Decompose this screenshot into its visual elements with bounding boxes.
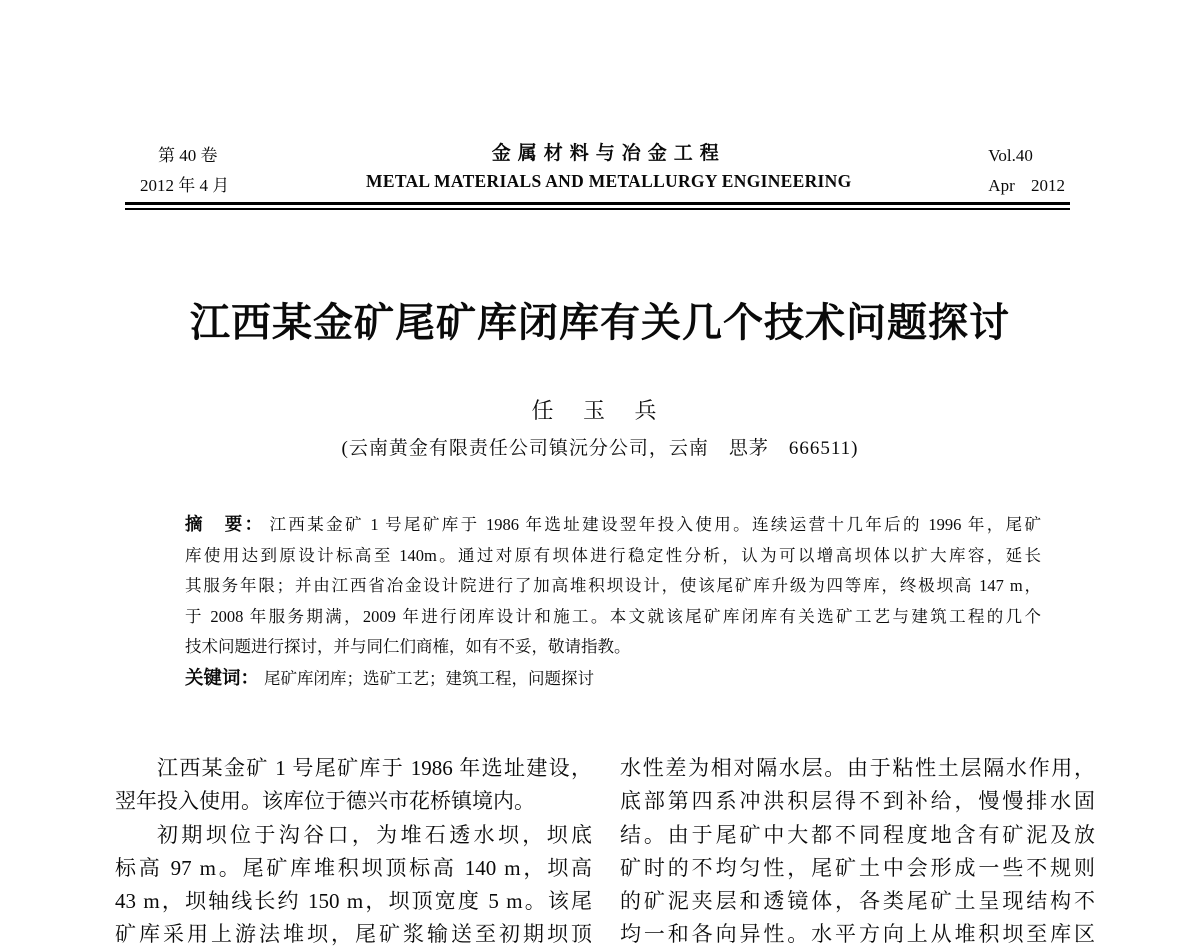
abstract-label: 摘 要： bbox=[185, 514, 265, 534]
body-line: 矿时的不均匀性，尾矿土中会形成一些不规则 bbox=[620, 855, 1095, 880]
article-author: 任 玉 兵 bbox=[531, 398, 669, 423]
abstract-line: 库使用达到原设计标高至 140m。通过对原有坝体进行稳定性分析，认为可以增高坝体以扩大库容，延长 bbox=[185, 545, 1041, 565]
keywords-label: 关键词： bbox=[185, 666, 260, 688]
abstract-line: 其服务年限；并由江西省冶金设计院进行了加高堆积坝设计，使该尾矿库升级为四等库，终极坝高 147 m， bbox=[185, 576, 1041, 596]
body-line: 江西某金矿 1 号尾矿库于 1986 年选址建设， bbox=[157, 756, 592, 780]
abstract-line: 技术问题进行探讨，并与同仁们商榷，如有不妥，敬请指教。 bbox=[185, 637, 631, 657]
body-line: 底部第四系冲洪积层得不到补给，慢慢排水固 bbox=[620, 789, 1095, 814]
body-line: 结。由于尾矿中大都不同程度地含有矿泥及放 bbox=[620, 822, 1095, 847]
body-line: 标高 97 m。尾矿库堆积坝顶标高 140 m，坝高 bbox=[115, 855, 592, 880]
body-line: 的矿泥夹层和透镜体，各类尾矿土呈现结构不 bbox=[620, 889, 1095, 914]
body-line: 翌年投入使用。该库位于德兴市花桥镇境内。 bbox=[115, 789, 535, 814]
journal-date-en: Apr 2012 bbox=[988, 176, 1065, 195]
journal-date-cn: 2012 年 4 月 bbox=[140, 176, 230, 195]
body-line: 初期坝位于沟谷口，为堆石透水坝，坝底 bbox=[157, 822, 592, 847]
keywords-line bbox=[185, 663, 1041, 695]
journal-header bbox=[140, 141, 1065, 201]
journal-header-right bbox=[988, 141, 1065, 201]
header-divider-rule bbox=[125, 202, 1070, 210]
article-title: 江西某金矿尾矿库闭库有关几个技术问题探讨 bbox=[190, 301, 1010, 345]
article-affiliation: (云南黄金有限责任公司镇沅分公司，云南 思茅 666511) bbox=[341, 438, 859, 459]
journal-volume-en: Vol.40 bbox=[988, 146, 1033, 165]
body-left-column bbox=[115, 752, 592, 952]
article-body bbox=[115, 752, 1095, 952]
abstract-line: 于 2008 年服务期满，2009 年进行闭库设计和施工。本文就该尾矿库闭库有关选矿工艺与建筑工程的几个 bbox=[185, 606, 1041, 626]
journal-header-left bbox=[140, 141, 229, 201]
journal-name-en: METAL MATERIALS AND METALLURGY ENGINEERING bbox=[366, 171, 852, 191]
body-line: 43 m，坝轴线长约 150 m，坝顶宽度 5 m。该尾 bbox=[115, 889, 592, 914]
body-line: 均一和各向异性。水平方向上从堆积坝至库区 bbox=[620, 922, 1095, 947]
abstract-line-text: 江西某金矿 1 号尾矿库于 1986 年选址建设翌年投入使用。连续运营十几年后的 1996 年，尾矿 bbox=[269, 515, 1041, 534]
journal-name-cn: 金属材料与冶金工程 bbox=[491, 143, 726, 164]
journal-volume-cn: 第 40 卷 bbox=[158, 146, 218, 165]
body-line: 矿库采用上游法堆坝，尾矿浆输送至初期坝顶 bbox=[115, 922, 592, 947]
body-line: 水性差为相对隔水层。由于粘性土层隔水作用， bbox=[620, 756, 1095, 780]
abstract-line bbox=[185, 509, 1041, 541]
body-right-column bbox=[620, 752, 1095, 952]
abstract-section bbox=[185, 509, 1041, 695]
keywords-text: 尾矿库闭库；选矿工艺；建筑工程，问题探讨 bbox=[264, 668, 595, 688]
journal-header-center bbox=[229, 141, 988, 195]
